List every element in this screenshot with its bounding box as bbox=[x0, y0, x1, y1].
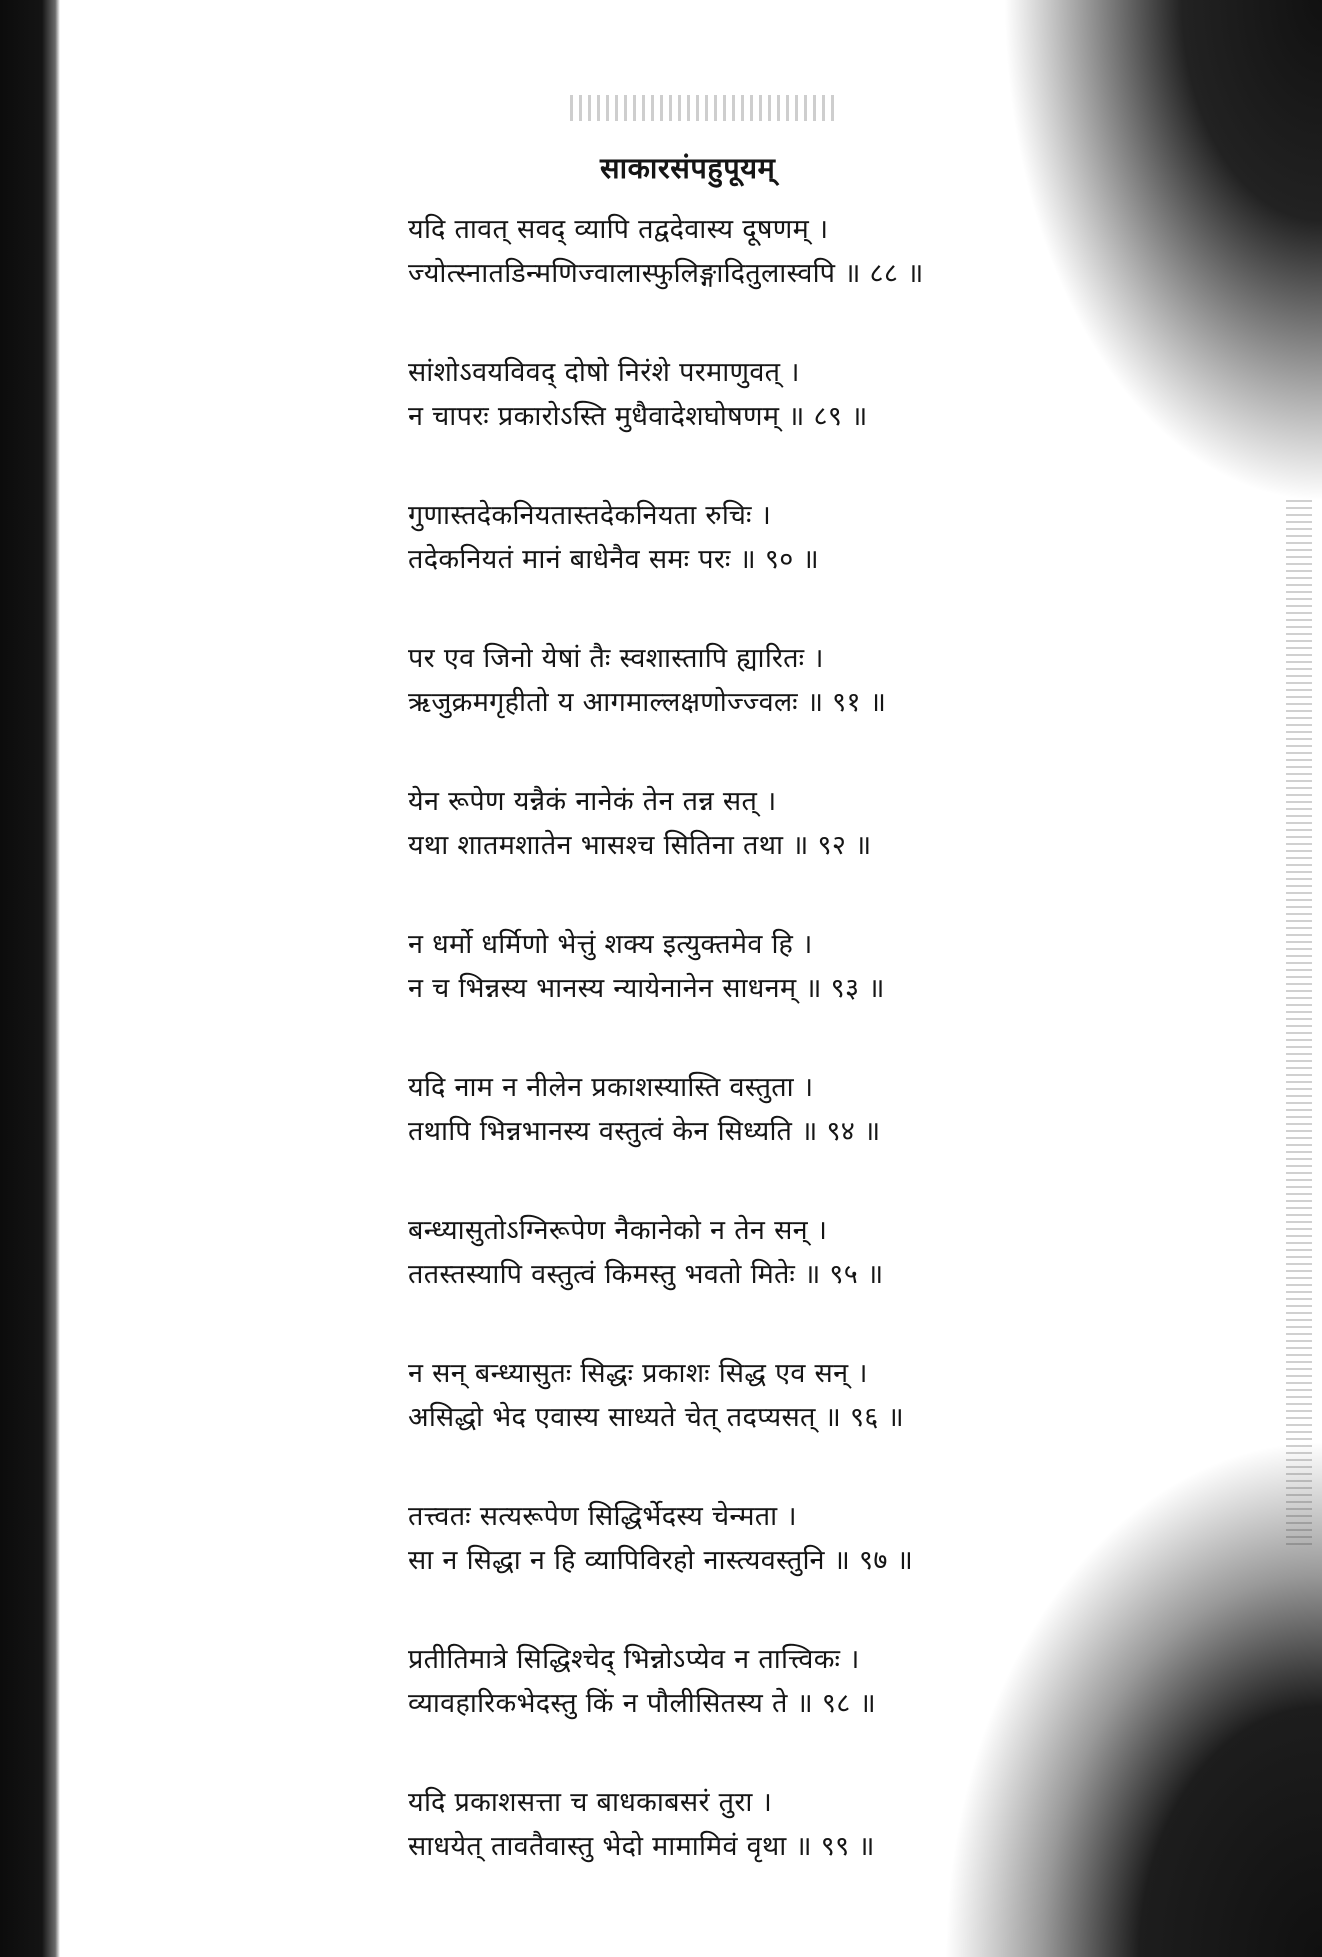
scan-noise-top bbox=[570, 95, 840, 121]
verse-line: तथापि भिन्नभानस्य वस्तुत्वं केन सिध्यति ॥ ९४ ॥ bbox=[408, 1116, 881, 1147]
verse-line: न धर्मो धर्मिणो भेत्तुं शक्य इत्युक्तमेव हि । bbox=[408, 929, 813, 960]
verse-94 bbox=[408, 1066, 1228, 1154]
verse-line: न चापरः प्रकारोऽस्ति मुधैवादेशघोषणम् ॥ ८९ ॥ bbox=[408, 401, 868, 432]
verse-line: येन रूपेण यन्नैकं नानेकं तेन तन्न सत् । bbox=[408, 786, 777, 817]
verse-92 bbox=[408, 780, 1228, 868]
verse-list bbox=[408, 208, 1228, 1869]
verse-line: ज्योत्स्नातडिन्मणिज्वालास्फुलिङ्गादितुलास्वपि ॥ ८८ ॥ bbox=[408, 258, 924, 289]
verse-98 bbox=[408, 1638, 1228, 1726]
verse-99 bbox=[408, 1781, 1228, 1869]
verse-96 bbox=[408, 1352, 1228, 1440]
page-header-title: साकारसंपहुपूयम् bbox=[600, 151, 776, 185]
verse-line: न सन् बन्ध्यासुतः सिद्धः प्रकाशः सिद्ध एव सन् । bbox=[408, 1358, 868, 1389]
verse-line: यथा शातमशातेन भासश्च सितिना तथा ॥ ९२ ॥ bbox=[408, 830, 872, 861]
verse-line: तदेकनियतं मानं बाधेनैव समः परः ॥ ९० ॥ bbox=[408, 544, 819, 575]
verse-line: गुणास्तदेकनियतास्तदेकनियता रुचिः । bbox=[408, 500, 772, 531]
verse-95 bbox=[408, 1209, 1228, 1297]
binding-shadow bbox=[0, 0, 60, 1957]
verse-line: बन्ध्यासुतोऽग्निरूपेण नैकानेको न तेन सन् । bbox=[408, 1215, 828, 1246]
verse-line: न च भिन्नस्य भानस्य न्यायेनानेन साधनम् ॥ ९३ ॥ bbox=[408, 973, 885, 1004]
verse-97 bbox=[408, 1495, 1228, 1583]
verse-line: पर एव जिनो येषां तैः स्वशास्तापि ह्यारितः । bbox=[408, 643, 824, 674]
verse-line: सा न सिद्धा न हि व्यापिविरहो नास्त्यवस्तुनि ॥ ९७ ॥ bbox=[408, 1545, 914, 1576]
verse-90 bbox=[408, 494, 1228, 582]
verse-91 bbox=[408, 637, 1228, 725]
verse-line: ऋजुक्रमगृहीतो य आगमाल्लक्षणोज्ज्वलः ॥ ९१ ॥ bbox=[408, 687, 887, 718]
scan-speckle-edge bbox=[1286, 500, 1312, 1550]
verse-line: सांशोऽवयविवद् दोषो निरंशे परमाणुवत् । bbox=[408, 357, 800, 388]
verse-line: तत्त्वतः सत्यरूपेण सिद्धिर्भेदस्य चेन्मता । bbox=[408, 1501, 797, 1532]
verse-89 bbox=[408, 351, 1228, 439]
verse-line: यदि नाम न नीलेन प्रकाशस्यास्ति वस्तुता । bbox=[408, 1072, 814, 1103]
verse-line: ततस्तस्यापि वस्तुत्वं किमस्तु भवतो मितेः ॥ ९५ ॥ bbox=[408, 1259, 884, 1290]
verse-line: यदि तावत् सवद् व्यापि तद्वदेवास्य दूषणम् । bbox=[408, 214, 829, 245]
verse-line: साधयेत् तावतैवास्तु भेदो मामामिवं वृथा ॥ ९९ ॥ bbox=[408, 1831, 875, 1862]
verse-line: व्यावहारिकभेदस्तु किं न पौलीसितस्य ते ॥ ९८ ॥ bbox=[408, 1688, 876, 1719]
verse-88 bbox=[408, 208, 1228, 296]
verse-line: यदि प्रकाशसत्ता च बाधकाबसरं तुरा । bbox=[408, 1787, 773, 1818]
verse-line: प्रतीतिमात्रे सिद्धिश्चेद् भिन्नोऽप्येव न तात्त्विकः । bbox=[408, 1644, 860, 1675]
verse-93 bbox=[408, 923, 1228, 1011]
verse-line: असिद्धो भेद एवास्य साध्यते चेत् तदप्यसत् ॥ ९६ ॥ bbox=[408, 1402, 904, 1433]
